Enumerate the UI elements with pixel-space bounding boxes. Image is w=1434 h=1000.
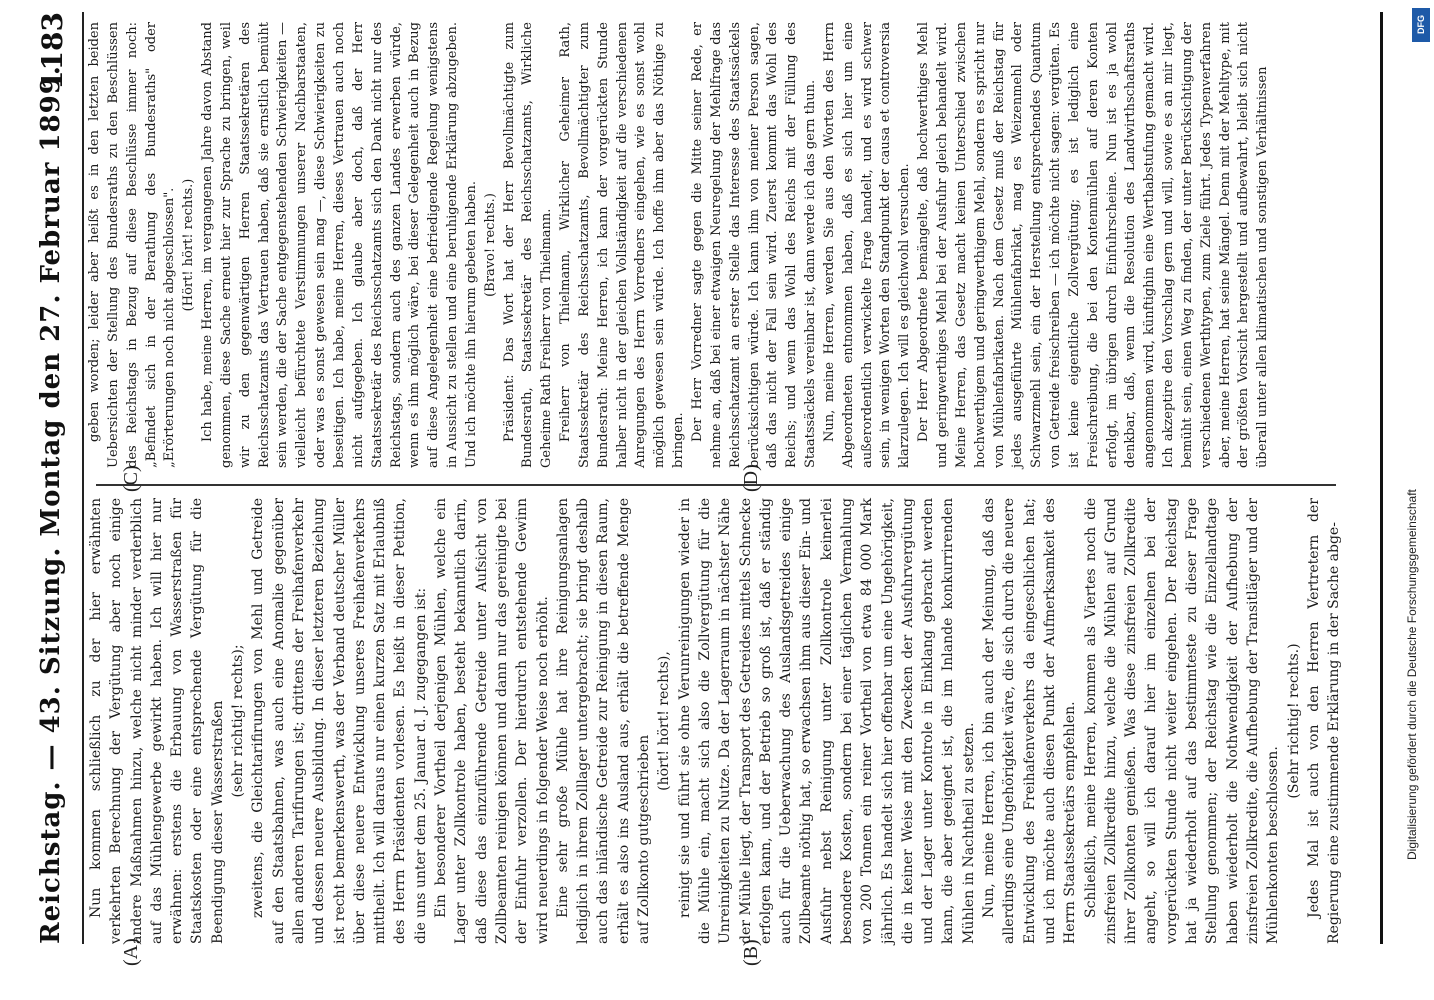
paragraph: Nun kommen schließlich zu der hier erwähnten verkehrten Berechnung der Vergütung aber noch einige andere Maßnahmen hinzu, welche nicht minder verderblich auf das Mühlengewerbe gewirkt haben. Ich will hier nur erwähnen: erstens die Erbauung von Wasserstraßen für Staatskosten oder eine entsprechende Vergütung für die Beendigung dieser Wasserstraßen (88, 498, 226, 944)
running-head: Reichstag. — 43. Sitzung. Montag den 27. Februar 1899. (36, 65, 66, 944)
paragraph: Nun, meine Herren, werden Sie aus den Worten des Herrn Abgeordneten entnommen haben, daß es sich hier um eine außerordentlich verwickelte Frage handelt, und es wird schwer sein, in wenigen Worten den Standpunkt der causa et controversia klarzulegen. Ich will es gleichwohl versuchen. (821, 22, 913, 468)
quote-paragraph: Eine sehr große Mühle hat ihre Reinigungsanlagen lediglich in ihrem Zolllager untergebracht; sie bringt deshalb auch das inländische Getreide zur Reinigung in diesen Raum, erhält es also ins Ausland aus, erhält die betreffende Menge auf Zollkonto gutgeschrieben (554, 498, 653, 944)
speaker-paragraph: Freiherr von Thielmann, Wirklicher Geheimer Rath, Staatssekretär des Reichsschatzamts, Bevollmächtigter zum Bundesrath: Meine Herren, ich kann der vorgerückten Stunde halber nicht in der gleichen Vollständigkeit auf die verschiedenen Anregungen des Herrn Vorredners eingehen, wie es sonst wohl möglich gewesen sein würde. Ich hoffe ihm aber das Nöthige zu bringen. (558, 22, 687, 468)
paragraph: Schließlich, meine Herren, kommen als Viertes noch die zinsfreien Zollkredite hinzu, welche die Mühlen auf Grund ihrer Zollkonten genießen. Was diese zinsfreien Zollkredite angeht, so will ich darauf hier im einzelnen bei der vorgerückten Stunde nicht weiter eingehen. Der Reichstag hat ja wiederholt auf das bestimmteste zu dieser Frage Stellung genommen; der Reichstag wie die Einzellandtage haben wiederholt die Nothwendigkeit der Aufhebung der zinsfreien Zollkredite, die Aufhebung der Transitläger und der Mühlenkonten beschlossen. (1082, 498, 1282, 944)
interjection: (hört! hört! rechts), (656, 651, 673, 791)
paragraph: Ich habe, meine Herren, im vergangenen Jahre davon Abstand genommen, diese Sache erneut hier zur Sprache zu bringen, weil wir zu den gegenwärtigen Herren Staatssekretären des Reichsschatzamts das Vertrauen haben, daß sie ernstlich bemüht sein werden, die der Sache entgegenstehenden Schwierigkeiten — vielleicht befürchtete Verstimmungen unserer Nachbarstaaten, oder was es sonst gewesen sein mag —, diese Schwierigkeiten zu beseitigen. Ich habe, meine Herren, dieses Vertrauen auch noch nicht aufgegeben. Ich glaube aber doch, daß der Herr Staatssekretär des Reichsschatzamts sich den Dank nicht nur des Reichstags, sondern auch des ganzen Landes erwerben würde, wenn es ihm möglich wäre, bei dieser Gelegenheit auch in Bezug auf diese Angelegenheit eine befriedigende Regelung wenigstens in Aussicht zu stellen und eine beruhigende Erklärung abzugeben. Und ich möchte ihn hierum gebeten haben. (200, 22, 479, 468)
paragraph: Nun, meine Herren, ich bin auch der Meinung, daß das allerdings eine Ungehörigkeit wäre, die sich durch die neuere Entwicklung des Freihafenverkehrs da eingeschlichen hat; und ich möchte auch diesen Punkt der Aufmerksamkeit des Herrn Staatssekretärs empfehlen. (981, 498, 1079, 944)
digitization-note: Digitalisierung gefördert durch die Deutsche Forschungsgemeinschaft (1405, 489, 1419, 860)
quote-paragraph: Ein besonderer Vortheil derjenigen Mühlen, welche ein Lager unter Zollkontrole haben, besteht bekanntlich darin, daß diese das einzuführende Getreide unter Aufsicht von Zollbeamten reinigen können und dann nur das gereinigte bei der Einfuhr verzollen. Der hierdurch entstehende Gewinn wird neuerdings in folgender Weise noch erhöht. (433, 498, 551, 944)
paragraph: zweitens, die Gleichtarifirungen von Mehl und Getreide auf den Staatsbahnen, was auch eine Anomalie gegenüber allen anderen Tarifirungen ist; drittens der Freihafenverkehr und dessen neuere Ausbildung. In dieser letzteren Beziehung ist recht bemerkenswerth, was der Verband deutscher Müller über diese neuere Entwicklung unseres Freihafenverkehrs mittheilt. Ich will daraus nur einen kurzen Satz mit Erlaubniß des Herrn Präsidenten vorlesen. Es heißt in dieser Petition, die uns unter dem 25. Januar d. J. zugegangen ist: (250, 498, 429, 944)
page-number: 1183 (36, 12, 69, 90)
paragraph: Der Herr Vorredner sagte gegen die Mitte seiner Rede, er nehme an, daß bei einer etwaigen Neuregelung der Mehlfrage das Reichsschatzamt an erster Stelle das Interesse des Staatssäckels berücksichtigen würde. Ich kann ihm von meiner Person sagen, daß das nicht der Fall sein wird. Zuerst kommt das Wohl des Reichs; und wenn das Wohl des Reichs mit der Füllung des Staatssäckels vereinbar ist, dann werde ich das gern thun. (690, 22, 819, 468)
paragraph: Der Herr Abgeordnete bemängelte, daß hochwerthiges Mehl und geringwerthiges Mehl bei der Ausfuhr gleich behandelt wird. Meine Herren, das Gesetz macht keinen Unterschied zwischen hochwerthigem und geringwerthigem Mehl, sondern es spricht nur von Mühlenfabrikaten. Nach dem Gesetz muß der Reichstag für jedes ausgeführte Mühlenfabrikat, mag es Weizenmehl oder Schwarzmehl sein, ein der Herstellung entsprechendes Quantum von Getreide freischreiben — ich möchte nicht sagen: vergüten. Es ist keine eigentliche Zollvergütung; es ist lediglich eine Freischreibung, die bei den Kontenmühlen auf deren Konten erfolgt, im übrigen durch Einfuhrscheine. Nun ist es ja wohl denkbar, daß, wenn die Resolution des Landwirthschaftsraths angenommen wird, künftighin eine Werthabstufung gemacht wird. Ich akzeptire den Vorschlag gern und will, sowie es an mir liegt, bemüht sein, einen Weg zu finden, der unter Berücksichtigung der verschiedenen Werthtypen, zum Ziele führt. Jedes Typenverfahren aber, meine Herren, hat seine Mängel. Denn mit der Mehltype, mit der größten Vorsicht hergestellt und aufbewahrt, bleibt sich nicht überall unter allen klimatischen und sonstigen Verhältnissen (916, 22, 1271, 468)
interjection: (Sehr richtig! rechts.) (1285, 643, 1302, 799)
speaker-paragraph: Präsident: Das Wort hat der Herr Bevollmächtigte zum Bundesrath, Staatssekretär des Reichsschatzamts, Wirkliche Geheime Rath Freiherr von Thielmann. (501, 22, 555, 468)
paragraph: Jedes Mal ist auch von den Herren Vertretern der Regierung eine zustimmende Erklärung in der Sache abge- (1305, 498, 1343, 944)
quote-paragraph: reinigt sie und führt sie ohne Verunreinigungen wieder in die Mühle ein, macht sich also die Zollvergütung für die Unreinigkeiten zu Nutze. Da der Lagerraum in nächster Nähe der Mühle liegt, der Transport des Getreides mittels Schnecke erfolgen kann, und der Betrieb so groß ist, daß er ständig auch für die Ueberwachung des Auslandsgetreides einige Zollbeamte nöthig hat, so erwachsen ihm aus dieser Ein- und Ausfuhr nebst Reinigung unter Zollkontrole keinerlei besondere Kosten, sondern bei einer täglichen Vermahlung von 200 Tonnen ein reiner Vortheil von etwa 84 000 Mark jährlich. Es handelt sich hier offenbar um eine Ungehörigkeit, die in keiner Weise mit den Zwecken der Ausfuhrvergütung und der Lager unter Kontrole in Einklang gebracht werden kann, die aber geeignet ist, die im Inlande konkurrirenden Mühlen in Nachtheil zu setzen. (676, 498, 977, 944)
header-rule (82, 12, 84, 944)
footer-rule (1380, 12, 1383, 944)
margin-mark-a: (A) (120, 938, 142, 966)
margin-mark-d: (D) (740, 464, 762, 492)
right-column (86, 22, 1356, 468)
interjection: (Hört! hört! rechts.) (181, 178, 197, 312)
interjection: (Bravo! rechts.) (482, 193, 498, 297)
interjection: (sehr richtig! rechts); (230, 644, 247, 798)
column-divider (96, 484, 1336, 486)
margin-mark-b: (B) (740, 939, 762, 966)
page-header (18, 0, 78, 1000)
paragraph: geben worden; leider aber heißt es in den letzten beiden Uebersichten der Stellung des Bundesraths zu den Beschlüssen des Reichstags in Bezug auf diese Beschlüsse immer noch: „Befindet sich in der Berathung des Bundesraths" oder „Erörterungen noch nicht abgeschlossen". (87, 22, 178, 468)
left-column (86, 498, 1356, 944)
margin-mark-c: (C) (120, 465, 142, 492)
dfg-logo: DFG (1412, 8, 1430, 42)
